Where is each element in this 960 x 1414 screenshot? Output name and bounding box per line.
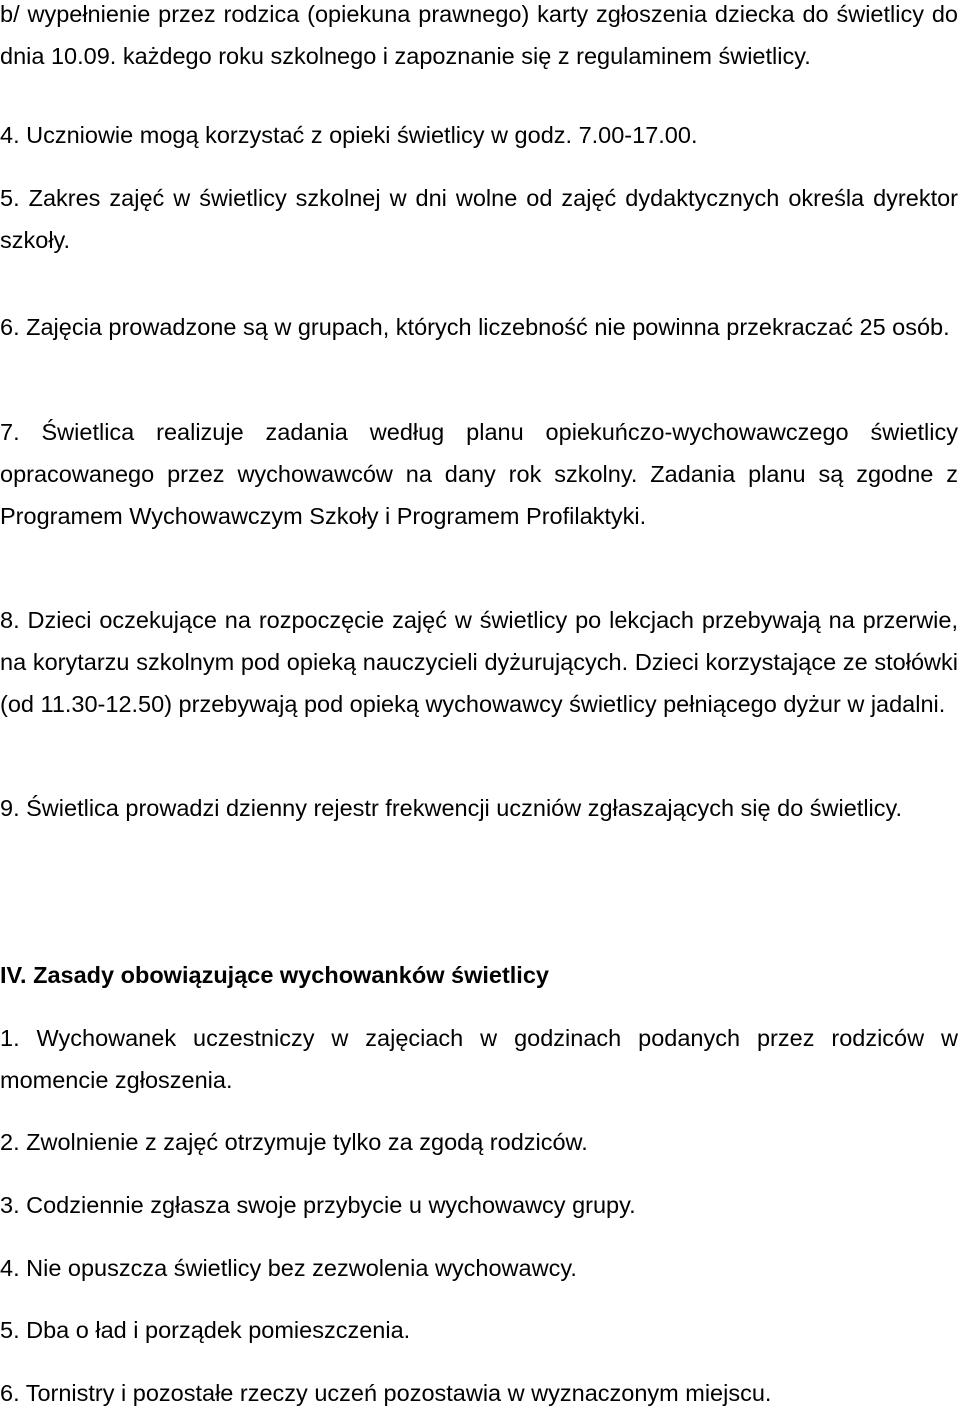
list-item-2: 2. Zwolnienie z zajęć otrzymuje tylko za zgodą rodziców. bbox=[0, 1129, 588, 1155]
paragraph-4: 4. Uczniowie mogą korzystać z opieki świetlicy w godz. 7.00-17.00. bbox=[0, 122, 698, 148]
paragraph-6: 6. Zajęcia prowadzone są w grupach, których liczebność nie powinna przekraczać 25 osób. bbox=[0, 314, 950, 340]
paragraph-b: b/ wypełnienie przez rodzica (opiekuna prawnego) karty zgłoszenia dziecka do świetlicy do dnia 10.09. każdego roku szkolnego i zapoznanie się z regulaminem świetlicy. bbox=[0, 1, 958, 69]
list-item-1: 1. Wychowanek uczestniczy w zajęciach w godzinach podanych przez rodziców w momencie zgłoszenia. bbox=[0, 1025, 958, 1093]
list-item-4: 4. Nie opuszcza świetlicy bez zezwolenia wychowawcy. bbox=[0, 1255, 577, 1281]
paragraph-8: 8. Dzieci oczekujące na rozpoczęcie zajęć w świetlicy po lekcjach przebywają na przerwie, na korytarzu szkolnym pod opieką nauczycieli dyżurujących. Dzieci korzystające ze stołówki (od 11.30-12.50) przebywają pod opieką wychowawcy świetlicy pełniącego dyżur w jadalni. bbox=[0, 607, 958, 717]
list-item-6: 6. Tornistry i pozostałe rzeczy uczeń pozostawia w wyznaczonym miejscu. bbox=[0, 1380, 772, 1406]
paragraph-7: 7. Świetlica realizuje zadania według planu opiekuńczo-wychowawczego świetlicy opracowanego przez wychowawców na dany rok szkolny. Zadania planu są zgodne z Programem Wychowawczym Szkoły i Programem Profilaktyki. bbox=[0, 419, 958, 529]
list-item-5: 5. Dba o ład i porządek pomieszczenia. bbox=[0, 1317, 411, 1343]
list-item-3: 3. Codziennie zgłasza swoje przybycie u wychowawcy grupy. bbox=[0, 1192, 636, 1218]
paragraph-5: 5. Zakres zajęć w świetlicy szkolnej w dni wolne od zajęć dydaktycznych określa dyrektor szkoły. bbox=[0, 185, 958, 253]
section-iv-heading: IV. Zasady obowiązujące wychowanków świetlicy bbox=[0, 962, 549, 988]
paragraph-9: 9. Świetlica prowadzi dzienny rejestr frekwencji uczniów zgłaszających się do świetlicy. bbox=[0, 795, 903, 821]
